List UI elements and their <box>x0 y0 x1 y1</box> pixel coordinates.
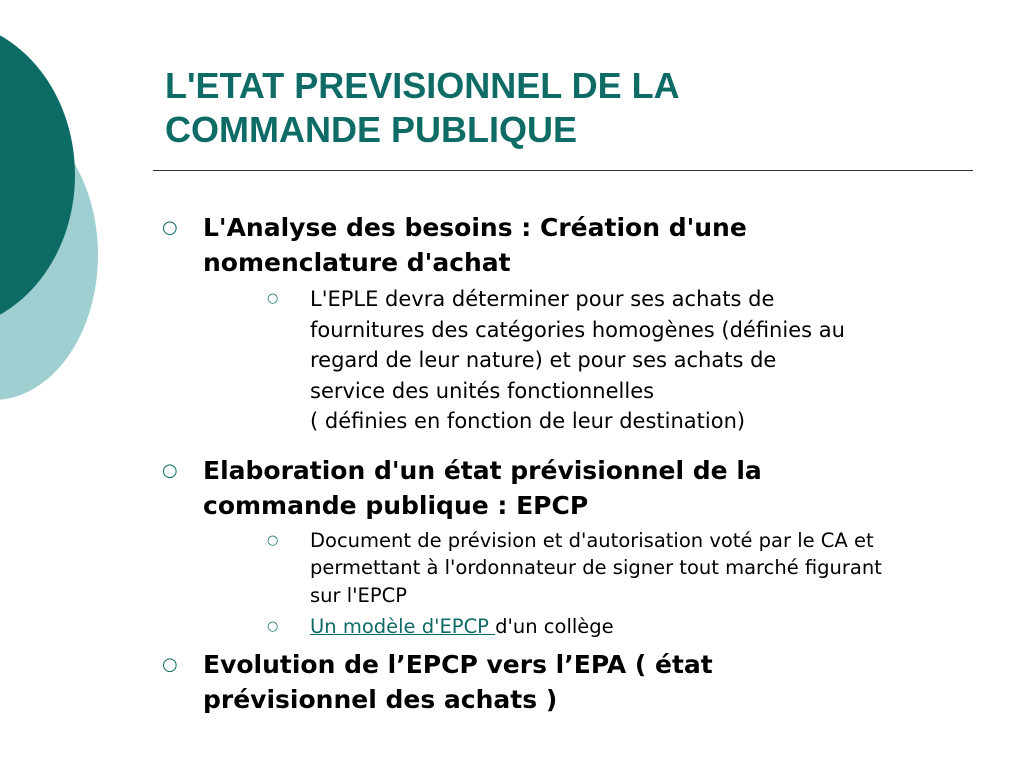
circle-bullet-icon: ○ <box>162 459 178 481</box>
sub-bullet-text-line: service des unités fonctionnelles <box>310 378 655 403</box>
slide-title <box>165 64 965 152</box>
epcp-model-link[interactable]: Un modèle d'EPCP <box>310 615 496 638</box>
bullet-item-elaboration-epcp <box>160 453 970 523</box>
sub-bullet-text-line: Document de prévision et d'autorisation voté par le CA et <box>310 528 874 552</box>
slide-title-line-1: L'ETAT PREVISIONNEL DE LA <box>165 65 680 106</box>
title-divider <box>153 170 973 171</box>
circle-bullet-icon: ○ <box>162 653 178 675</box>
bullet-text-line: Evolution de l’EPCP vers l’EPA ( état <box>203 649 713 679</box>
bullet-item-evolution-epa <box>160 647 970 717</box>
bullet-text-line: Elaboration d'un état prévisionnel de la <box>203 455 762 485</box>
sub-bullet-item-document <box>267 527 970 610</box>
sub-bullet-text-line: fournitures des catégories homogènes (définies au <box>310 317 845 342</box>
slide-title-line-2: COMMANDE PUBLIQUE <box>165 109 577 150</box>
circle-bullet-icon: ○ <box>267 291 279 306</box>
bullet-text-line: nomenclature d'achat <box>203 248 511 277</box>
bullet-list <box>160 210 970 717</box>
circle-bullet-icon: ○ <box>162 217 178 238</box>
bullet-text-line: L'Analyse des besoins : Création d'une <box>203 213 747 242</box>
circle-bullet-icon: ○ <box>267 532 279 548</box>
sub-bullet-text: d'un collège <box>495 615 614 638</box>
sub-bullet-item-eple <box>267 284 970 437</box>
sub-bullet-text-line: ( définies en fonction de leur destination) <box>310 409 746 433</box>
sub-bullet-text-line: sur l'EPCP <box>310 583 407 607</box>
bullet-text-line: commande publique : EPCP <box>203 490 589 520</box>
sub-bullet-text-line: L'EPLE devra déterminer pour ses achats de <box>310 287 775 311</box>
sub-bullet-text-line: permettant à l'ordonnateur de signer tout marché figurant <box>310 556 882 579</box>
sub-bullet-text-line: regard de leur nature) et pour ses achats de <box>310 348 777 372</box>
circle-bullet-icon: ○ <box>267 619 279 634</box>
sub-bullet-item-modele <box>267 613 970 641</box>
bullet-item-analyse-besoins <box>160 210 970 280</box>
bullet-text-line: prévisionnel des achats ) <box>203 684 558 714</box>
